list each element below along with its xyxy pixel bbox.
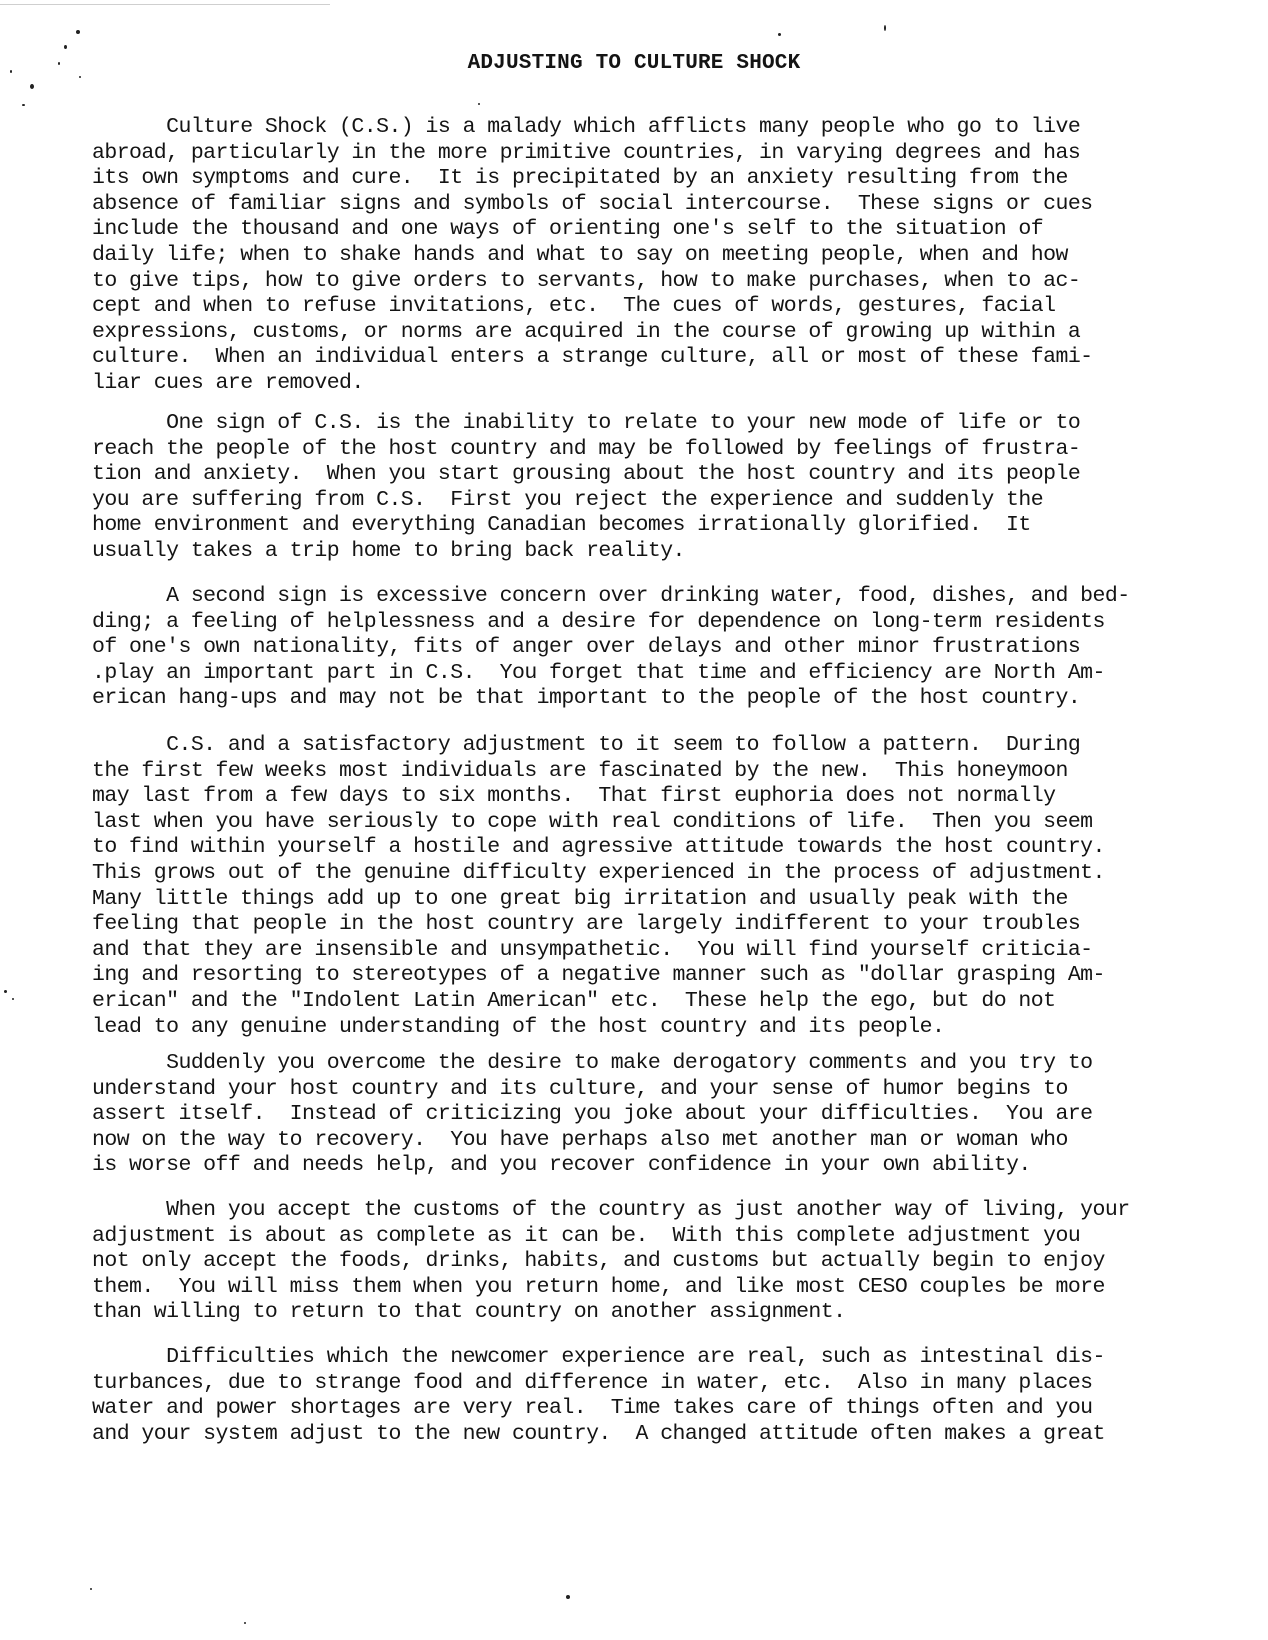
text-line: adjustment is about as complete as it can be. With this complete adjustment you (92, 1223, 1081, 1248)
text-line: lead to any genuine understanding of the host country and its people. (92, 1014, 945, 1039)
scan-speck (244, 1622, 246, 1624)
text-line: and your system adjust to the new country. A changed attitude often makes a great (92, 1421, 1105, 1446)
text-line: include the thousand and one ways of orienting one's self to the situation of (92, 217, 1044, 242)
scan-speck (566, 1595, 570, 1599)
scan-speck (79, 76, 81, 78)
text-line: abroad, particularly in the more primitive countries, in varying degrees and has (92, 140, 1081, 165)
text-line: to give tips, how to give orders to servants, how to make purchases, when to ac- (92, 268, 1081, 293)
text-line: usually takes a trip home to bring back reality. (92, 538, 685, 563)
paragraph-culture-shock-definition (92, 115, 1172, 397)
text-line: Suddenly you overcome the desire to make derogatory comments and you try to (92, 1051, 1093, 1075)
text-line: and that they are insensible and unsympathetic. You will find yourself criticia- (92, 937, 1093, 962)
text-line: cept and when to refuse invitations, etc. The cues of words, gestures, facial (92, 294, 1056, 319)
text-line: One sign of C.S. is the inability to relate to your new mode of life or to (92, 411, 1081, 435)
paragraph-complete-adjustment (92, 1198, 1172, 1326)
text-line: Difficulties which the newcomer experience are real, such as intestinal dis- (92, 1345, 1105, 1369)
scan-speck (884, 25, 886, 31)
text-line: This grows out of the genuine difficulty experienced in the process of adjustment. (92, 860, 1105, 885)
text-line: than willing to return to that country on another assignment. (92, 1300, 846, 1325)
text-line: Many little things add up to one great big irritation and usually peak with the (92, 886, 1068, 911)
text-line: erican hang-ups and may not be that important to the people of the host country. (92, 686, 1081, 711)
scan-speck (478, 103, 480, 105)
text-line: not only accept the foods, drinks, habits, and customs but actually begin to enjoy (92, 1249, 1105, 1274)
text-line: last when you have seriously to cope with real conditions of life. Then you seem (92, 809, 1093, 834)
text-line: of one's own nationality, fits of anger over delays and other minor frustrations (92, 635, 1081, 660)
top-edge-rule (0, 4, 330, 5)
scan-speck (10, 70, 12, 73)
text-line: ding; a feeling of helplessness and a desire for dependence on long-term residents (92, 609, 1105, 634)
text-line: ing and resorting to stereotypes of a negative manner such as "dollar grasping Am- (92, 963, 1105, 988)
scan-speck (4, 990, 7, 993)
scan-speck (90, 1588, 92, 1590)
text-line: understand your host country and its culture, and your sense of humor begins to (92, 1076, 1068, 1101)
text-line: to find within yourself a hostile and agressive attitude towards the host country. (92, 835, 1105, 860)
text-line: .play an important part in C.S. You forget that time and efficiency are North Am- (92, 660, 1105, 685)
text-line: its own symptoms and cure. It is precipitated by an anxiety resulting from the (92, 166, 1068, 191)
text-line: A second sign is excessive concern over drinking water, food, dishes, and bed- (92, 584, 1130, 608)
text-line: home environment and everything Canadian becomes irrationally glorified. It (92, 513, 1031, 538)
text-line: you are suffering from C.S. First you reject the experience and suddenly the (92, 487, 1044, 512)
text-line: Culture Shock (C.S.) is a malady which afflicts many people who go to live (92, 115, 1081, 139)
document-title: ADJUSTING TO CULTURE SHOCK (467, 52, 801, 75)
scan-speck (22, 104, 25, 106)
text-line: turbances, due to strange food and difference in water, etc. Also in many places (92, 1370, 1093, 1395)
scan-speck (12, 998, 14, 1000)
text-line: daily life; when to shake hands and what to say on meeting people, when and how (92, 242, 1068, 267)
text-line: culture. When an individual enters a strange culture, all or most of these fami- (92, 345, 1093, 370)
paragraph-difficulties (92, 1345, 1172, 1447)
text-line: the first few weeks most individuals are fascinated by the new. This honeymoon (92, 758, 1068, 783)
paragraph-second-sign (92, 584, 1172, 712)
scan-speck (64, 45, 67, 49)
scan-speck (76, 30, 80, 34)
scan-speck (58, 62, 60, 65)
text-line: tion and anxiety. When you start grousing about the host country and its people (92, 462, 1081, 487)
text-line: erican" and the "Indolent Latin American" etc. These help the ego, but do not (92, 988, 1056, 1013)
text-line: them. You will miss them when you return home, and like most CESO couples be more (92, 1274, 1105, 1299)
text-line: reach the people of the host country and may be followed by feelings of frustra- (92, 436, 1081, 461)
paragraph-recovery (92, 1051, 1172, 1179)
text-line: expressions, customs, or norms are acquired in the course of growing up within a (92, 319, 1081, 344)
text-line: is worse off and needs help, and you recover confidence in your own ability. (92, 1153, 1031, 1178)
text-line: may last from a few days to six months. That first euphoria does not normally (92, 784, 1056, 809)
text-line: now on the way to recovery. You have perhaps also met another man or woman who (92, 1127, 1068, 1152)
text-line: assert itself. Instead of criticizing you joke about your difficulties. You are (92, 1102, 1093, 1127)
paragraph-adjustment-pattern (92, 733, 1172, 1040)
text-line: absence of familiar signs and symbols of social intercourse. These signs or cues (92, 191, 1093, 216)
text-line: liar cues are removed. (92, 370, 364, 395)
text-line: When you accept the customs of the country as just another way of living, your (92, 1198, 1130, 1222)
paragraph-first-sign (92, 411, 1172, 565)
text-line: feeling that people in the host country are largely indifferent to your troubles (92, 912, 1081, 937)
scan-speck (778, 33, 781, 36)
text-line: water and power shortages are very real. Time takes care of things often and you (92, 1396, 1093, 1421)
text-line: C.S. and a satisfactory adjustment to it seem to follow a pattern. During (92, 733, 1081, 757)
scan-speck (30, 84, 34, 89)
